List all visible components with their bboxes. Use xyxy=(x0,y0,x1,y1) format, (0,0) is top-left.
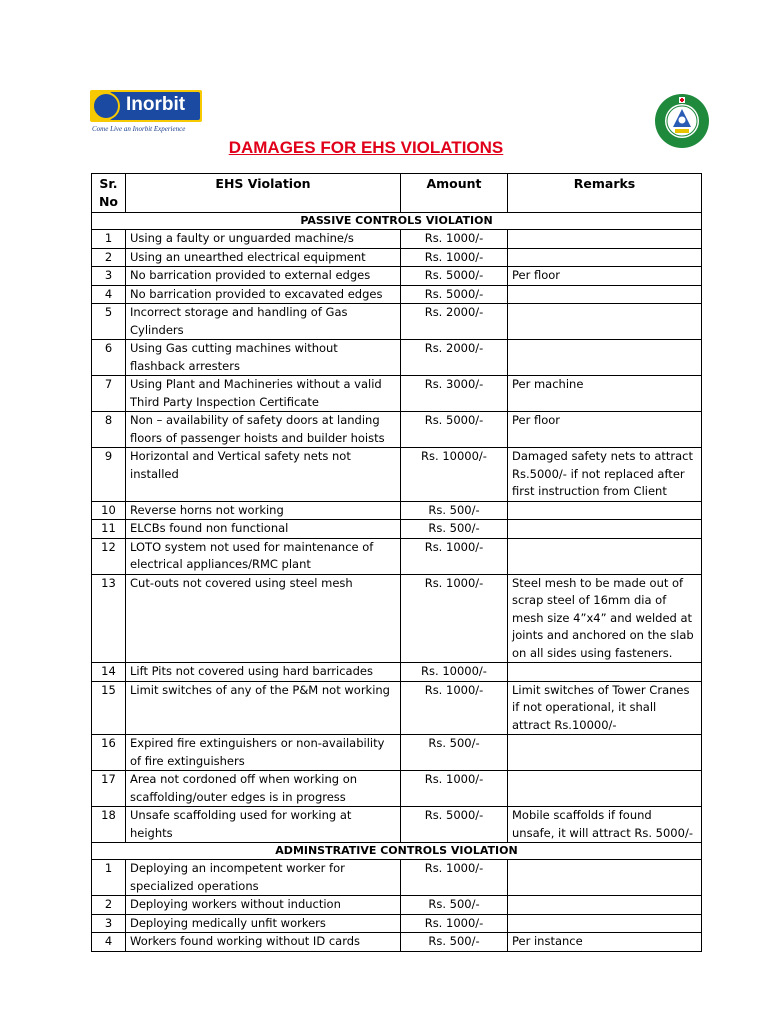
column-header-violation: EHS Violation xyxy=(126,174,401,213)
page-title: DAMAGES FOR EHS VIOLATIONS xyxy=(228,138,504,157)
table-row xyxy=(92,501,702,520)
remarks-cell xyxy=(508,538,702,574)
remarks-cell: Per floor xyxy=(508,412,702,448)
sr-cell: 12 xyxy=(92,538,126,574)
sr-cell: 2 xyxy=(92,896,126,915)
section-header-row xyxy=(92,213,702,230)
remarks-cell: Per instance xyxy=(508,933,702,952)
sr-cell: 10 xyxy=(92,501,126,520)
table-row xyxy=(92,340,702,376)
remarks-cell: Steel mesh to be made out of scrap steel of 16mm dia of mesh size 4”x4” and welded at joints and anchored on the slab on all sides using fasteners. xyxy=(508,574,702,663)
sr-cell: 6 xyxy=(92,340,126,376)
section-header-row xyxy=(92,843,702,860)
violation-cell: Using Gas cutting machines without flashback arresters xyxy=(126,340,401,376)
remarks-cell: Limit switches of Tower Cranes if not operational, it shall attract Rs.10000/- xyxy=(508,681,702,735)
violation-cell: LOTO system not used for maintenance of electrical appliances/RMC plant xyxy=(126,538,401,574)
violation-cell: Horizontal and Vertical safety nets not installed xyxy=(126,448,401,502)
violation-cell: Lift Pits not covered using hard barricades xyxy=(126,663,401,682)
table-row xyxy=(92,896,702,915)
remarks-cell: Per floor xyxy=(508,267,702,286)
violation-cell: Deploying workers without induction xyxy=(126,896,401,915)
table-row xyxy=(92,933,702,952)
inorbit-logo-mark xyxy=(90,90,202,122)
remarks-cell xyxy=(508,735,702,771)
table-row xyxy=(92,304,702,340)
table-row xyxy=(92,771,702,807)
column-header-remarks: Remarks xyxy=(508,174,702,213)
section-title: ADMINSTRATIVE CONTROLS VIOLATION xyxy=(92,843,702,860)
amount-cell: Rs. 10000/- xyxy=(401,448,508,502)
violation-cell: Limit switches of any of the P&M not working xyxy=(126,681,401,735)
inorbit-logo-tagline: Come Live an Inorbit Experience xyxy=(92,125,186,133)
amount-cell: Rs. 5000/- xyxy=(401,285,508,304)
amount-cell: Rs. 5000/- xyxy=(401,267,508,286)
remarks-cell xyxy=(508,501,702,520)
violation-cell: Unsafe scaffolding used for working at heights xyxy=(126,807,401,843)
remarks-cell xyxy=(508,663,702,682)
table-row xyxy=(92,914,702,933)
amount-cell: Rs. 1000/- xyxy=(401,538,508,574)
sr-cell: 5 xyxy=(92,304,126,340)
sr-cell: 1 xyxy=(92,230,126,249)
table-row xyxy=(92,807,702,843)
remarks-cell xyxy=(508,285,702,304)
amount-cell: Rs. 1000/- xyxy=(401,574,508,663)
sr-cell: 9 xyxy=(92,448,126,502)
table-row xyxy=(92,735,702,771)
remarks-cell: Damaged safety nets to attract Rs.5000/- if not replaced after first instruction from Client xyxy=(508,448,702,502)
sr-cell: 1 xyxy=(92,860,126,896)
amount-cell: Rs. 1000/- xyxy=(401,771,508,807)
amount-cell: Rs. 1000/- xyxy=(401,230,508,249)
column-header-amount: Amount xyxy=(401,174,508,213)
sr-cell: 16 xyxy=(92,735,126,771)
sr-cell: 3 xyxy=(92,914,126,933)
violation-cell: No barrication provided to excavated edges xyxy=(126,285,401,304)
amount-cell: Rs. 10000/- xyxy=(401,663,508,682)
sr-cell: 11 xyxy=(92,520,126,539)
ehs-violations-table xyxy=(91,173,702,952)
remarks-cell xyxy=(508,230,702,249)
amount-cell: Rs. 1000/- xyxy=(401,681,508,735)
violation-cell: Workers found working without ID cards xyxy=(126,933,401,952)
inorbit-logo-word: Inorbit xyxy=(126,94,186,115)
column-header-sr-no: Sr. No xyxy=(92,174,126,213)
section-title: PASSIVE CONTROLS VIOLATION xyxy=(92,213,702,230)
remarks-cell: Per machine xyxy=(508,376,702,412)
remarks-cell xyxy=(508,914,702,933)
violation-cell: No barrication provided to external edges xyxy=(126,267,401,286)
amount-cell: Rs. 5000/- xyxy=(401,807,508,843)
amount-cell: Rs. 2000/- xyxy=(401,340,508,376)
violation-cell: Cut-outs not covered using steel mesh xyxy=(126,574,401,663)
table-row xyxy=(92,376,702,412)
sr-cell: 4 xyxy=(92,285,126,304)
amount-cell: Rs. 500/- xyxy=(401,933,508,952)
table-row xyxy=(92,248,702,267)
sr-cell: 8 xyxy=(92,412,126,448)
sr-cell: 4 xyxy=(92,933,126,952)
amount-cell: Rs. 500/- xyxy=(401,520,508,539)
sr-cell: 7 xyxy=(92,376,126,412)
violation-cell: Non – availability of safety doors at landing floors of passenger hoists and builder hoists xyxy=(126,412,401,448)
amount-cell: Rs. 500/- xyxy=(401,896,508,915)
table-row xyxy=(92,230,702,249)
sr-cell: 14 xyxy=(92,663,126,682)
amount-cell: Rs. 1000/- xyxy=(401,248,508,267)
violation-cell: Expired fire extinguishers or non-availability of fire extinguishers xyxy=(126,735,401,771)
table-row xyxy=(92,681,702,735)
amount-cell: Rs. 500/- xyxy=(401,501,508,520)
remarks-cell xyxy=(508,304,702,340)
violation-cell: Using an unearthed electrical equipment xyxy=(126,248,401,267)
table-row xyxy=(92,412,702,448)
violation-cell: ELCBs found non functional xyxy=(126,520,401,539)
violation-cell: Using Plant and Machineries without a valid Third Party Inspection Certificate xyxy=(126,376,401,412)
remarks-cell: Mobile scaffolds if found unsafe, it will attract Rs. 5000/- xyxy=(508,807,702,843)
sr-cell: 13 xyxy=(92,574,126,663)
table-header-row xyxy=(92,174,702,213)
amount-cell: Rs. 1000/- xyxy=(401,914,508,933)
violation-cell: Deploying an incompetent worker for specialized operations xyxy=(126,860,401,896)
sr-cell: 17 xyxy=(92,771,126,807)
amount-cell: Rs. 2000/- xyxy=(401,304,508,340)
table-row xyxy=(92,538,702,574)
table-row xyxy=(92,448,702,502)
table-row xyxy=(92,663,702,682)
table-row xyxy=(92,860,702,896)
violation-cell: Incorrect storage and handling of Gas Cylinders xyxy=(126,304,401,340)
amount-cell: Rs. 3000/- xyxy=(401,376,508,412)
amount-cell: Rs. 5000/- xyxy=(401,412,508,448)
inorbit-logo xyxy=(90,90,202,138)
violation-cell: Reverse horns not working xyxy=(126,501,401,520)
table-row xyxy=(92,267,702,286)
amount-cell: Rs. 1000/- xyxy=(401,860,508,896)
violation-cell: Using a faulty or unguarded machine/s xyxy=(126,230,401,249)
sr-cell: 15 xyxy=(92,681,126,735)
remarks-cell xyxy=(508,340,702,376)
violation-cell: Area not cordoned off when working on scaffolding/outer edges is in progress xyxy=(126,771,401,807)
violation-cell: Deploying medically unfit workers xyxy=(126,914,401,933)
remarks-cell xyxy=(508,771,702,807)
amount-cell: Rs. 500/- xyxy=(401,735,508,771)
remarks-cell xyxy=(508,248,702,267)
sr-cell: 2 xyxy=(92,248,126,267)
remarks-cell xyxy=(508,896,702,915)
remarks-cell xyxy=(508,520,702,539)
table-row xyxy=(92,285,702,304)
sr-cell: 3 xyxy=(92,267,126,286)
remarks-cell xyxy=(508,860,702,896)
table-row xyxy=(92,574,702,663)
sr-cell: 18 xyxy=(92,807,126,843)
table-row xyxy=(92,520,702,539)
